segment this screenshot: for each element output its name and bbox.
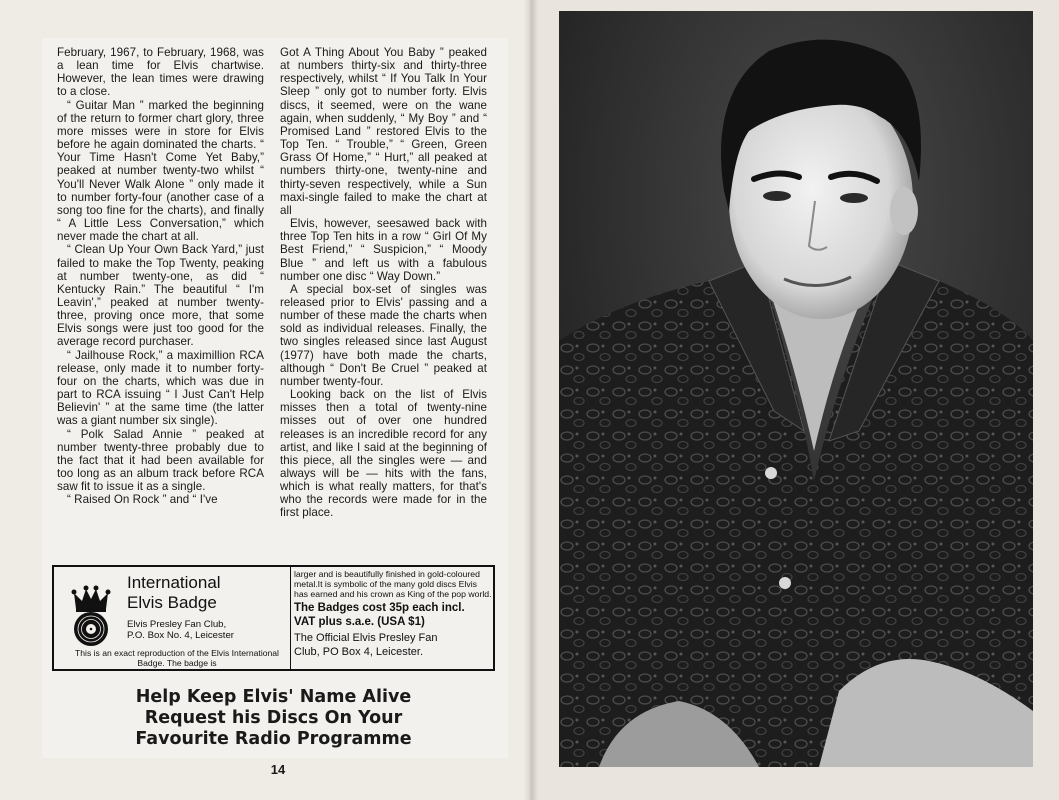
article-paragraph: Elvis, however, seesawed back with three Top Ten hits in a row “ Girl Of My Best Friend,” “ Suspicion,” “ Moody Blue ” and left us with a fabulous number one disc “ Way Down.”	[280, 217, 487, 283]
badge-ad-title: International Elvis Badge	[127, 573, 221, 612]
official-fan-club-address: The Official Elvis Presley Fan Club, PO Box 4, Leicester.	[294, 632, 438, 658]
elvis-portrait-photo	[559, 11, 1033, 767]
article-paragraph: “ Raised On Rock ” and “ I've	[67, 493, 218, 507]
article-paragraph: A special box-set of singles was released prior to Elvis' passing and a number of these made the charts when sold as individual releases. Finally, the two singles released since last August (1977) have both made the charts, although “ Don't Be Cruel ” peaked at number twenty-four.	[280, 282, 487, 388]
badge-price: The Badges cost 35p each incl. VAT plus s.a.e. (USA $1)	[294, 602, 465, 628]
page-gutter	[524, 0, 538, 800]
article-column-2	[280, 46, 487, 520]
article-paragraph: February, 1967, to February, 1968, was a lean time for Elvis chartwise. However, the lean times were drawing to a close.	[57, 46, 264, 99]
article-paragraph: Looking back on the list of Elvis misses then a total of twenty-nine misses out of over one hundred releases is an incredible record for any artist, and like I said at the beginning of this piece, all the singles were — and always will be — hits with the fans, which is what really matters, for that's who the records were made for in the first place.	[280, 388, 487, 520]
article-paragraph: “ Guitar Man ” marked the beginning of the return to former chart glory, three more misses were in store for Elvis before he again dominated the charts. “ Your Time Hasn't Come Yet Baby,” peaked at number twenty-two whilst “ You'll Never Walk Alone ” only made it to number forty-four (another case of a song too fine for the charts), and finally “ A Little Less Conversation,” which never made the chart at all.	[57, 98, 264, 244]
badge-advertisement	[52, 565, 495, 671]
article-paragraph: “ Polk Salad Annie ” peaked at number twenty-three probably due to the fact that it had been available for too long as an album track before RCA saw fit to issue it as a single.	[57, 427, 264, 494]
fan-club-address: Elvis Presley Fan Club, P.O. Box No. 4, Leicester	[127, 619, 235, 641]
article-paragraph: Got A Thing About You Baby ” peaked at numbers thirty-six and thirty-three respectively, whilst “ If You Talk In Your Sleep ” only got to number forty. Elvis discs, it seemed, were on the wane again, when suddenly, “ My Boy ” and “ Promised Land ” restored Elvis to the Top Ten. “ Trouble,” “ Green, Green Grass Of Home,” “ Hurt,” all peaked at numbers thirty-one, twenty-nine and thirty-seven respectively, while a Sun maxi-single failed to make the chart at all	[280, 46, 487, 217]
radio-request-slogan: Help Keep Elvis' Name Alive Request his Discs On Your Favourite Radio Programme	[135, 687, 412, 749]
article-column-1	[57, 46, 264, 506]
article-paragraph: “ Jailhouse Rock,” a maximillion RCA release, only made it to number forty-four on the charts, which was due in part to RCA issuing “ I Just Can't Help Believin' ” at the same time (the latter was a giant number six single).	[57, 348, 264, 428]
badge-ad-details	[294, 569, 492, 659]
badge-description: larger and is beautifully finished in gold-coloured metal.It is symbolic of the many gold discs Elvis has earned and his crown as King of the pop world.	[294, 569, 492, 599]
crowned-record-badge-icon	[68, 579, 114, 649]
badge-reproduction-note: This is an exact reproduction of the Elvis International Badge. The badge is	[75, 648, 279, 668]
article-paragraph: “ Clean Up Your Own Back Yard,” just failed to make the Top Twenty, peaking at number twenty-one, as did “ Kentucky Rain.” The beautiful “ I'm Leavin',” peaked at number twenty-three, proving once more, that some Elvis songs were just too good for the average record purchaser.	[57, 243, 264, 349]
ad-divider	[290, 567, 291, 669]
page-number: 14	[270, 762, 286, 777]
